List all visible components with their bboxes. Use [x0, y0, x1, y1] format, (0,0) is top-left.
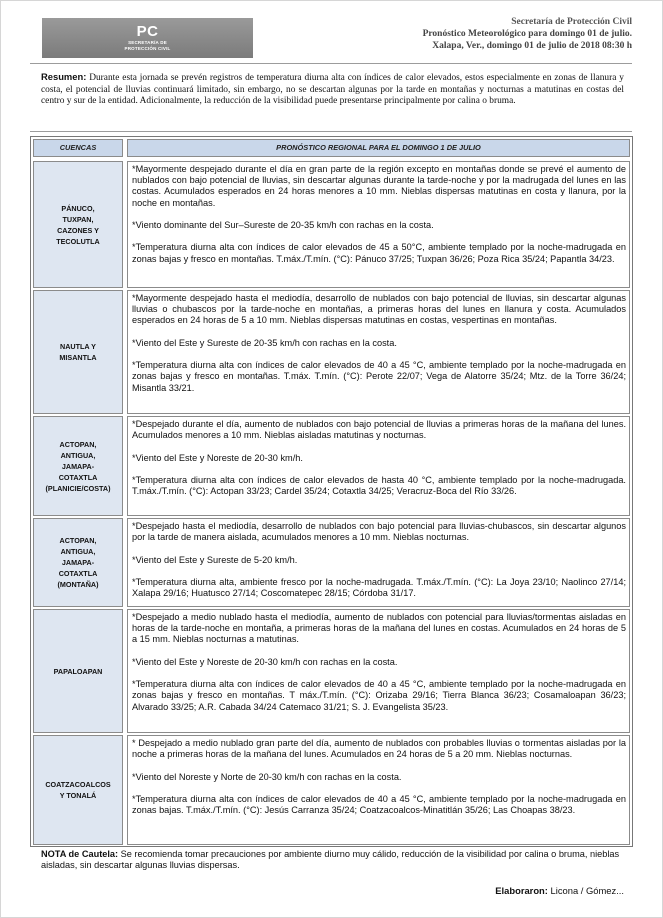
basin-cell — [33, 290, 123, 414]
forecast-sky: *Mayormente despejado durante el día en gran parte de la región excepto en montañas donde se prevé el aumento de nublados con bajo potencial de lluvias, sin descartar algunas durante la tarde-noche y por la madrugada del lunes en las costas. Acumulados esperados en 24 horas menores a 10 mm. Nieblas dispersas matutinas en costa y llanura, por la noche en montañas. — [132, 164, 626, 208]
forecast-temperature: *Temperatura diurna alta con índices de calor elevados de 45 a 50°C, ambiente templado por la noche-madrugada en zonas bajas y fresco en montañas. T.máx./T.mín. (°C): Pánuco 37/25; Tuxpan 36/26; Poza Rica 35/24; Papantla 34/23. — [132, 242, 626, 264]
organization-name: Secretaría de Protección Civil — [511, 17, 632, 27]
table-row — [33, 290, 630, 414]
summary-paragraph — [41, 71, 624, 108]
table-row — [33, 161, 630, 288]
basin-cell — [33, 735, 123, 845]
table-row — [33, 416, 630, 516]
logo-subtitle-2: PROTECCIÓN CIVIL — [124, 45, 171, 51]
summary-text: Durante esta jornada se prevén registros de temperatura diurna alta con índices de calor elevados, estos especialmente en zonas de llanura y costa, el potencial de lluvias continuará limitado, sin embargo, no se descartan algunas por la tarde en montañas y nocturnas a matutinas en costas del centro y sur de la entidad. Adicionalmente, la reducción de la visibilidad puede presentarse principalmente por calina o bruma. — [41, 73, 624, 107]
credits-names: Licona / Gómez... — [547, 885, 624, 896]
table-row — [33, 609, 630, 733]
forecast-cell — [127, 290, 630, 414]
table-header — [33, 139, 630, 157]
document-header — [423, 16, 632, 52]
basin-name: PAPALOAPAN — [53, 666, 103, 676]
forecast-cell — [127, 609, 630, 733]
forecast-sky: *Despejado a medio nublado hasta el mediodía, aumento de nublados con potencial para lluvias/tormentas aisladas en horas de la tarde-noche en montaña, a primeras horas de la mañana del lunes en costas. Acumulados en 24 horas de 5 a 15 mm. Nieblas nocturnas a matutinas. — [132, 612, 626, 645]
forecast-wind: *Viento dominante del Sur–Sureste de 20-35 km/h con rachas en la costa. — [132, 220, 434, 230]
basin-cell — [33, 518, 123, 607]
forecast-wind: *Viento del Noreste y Norte de 20-30 km/h con rachas en la costa. — [132, 771, 402, 782]
caution-text: Se recomienda tomar precauciones por ambiente diurno muy cálido, reducción de la visibilidad por calina o bruma, nieblas aisladas, sin descartar algunas lluvias dispersas. — [41, 849, 620, 871]
forecast-wind: *Viento del Este y Sureste de 20-35 km/h con rachas en la costa. — [132, 337, 397, 348]
basin-cell — [33, 161, 123, 288]
forecast-cell — [127, 735, 630, 845]
forecast-cell — [127, 416, 630, 516]
forecast-sky: *Despejado hasta el mediodía, desarrollo de nublados con bajo potencial para lluvias-chubascos, sin descartar algunos por la tarde de manera aislada, acumulados menores a 10 mm. Nieblas nocturnas. — [132, 521, 626, 543]
basin-name: PÁNUCO, TUXPAN, CAZONES Y TECOLUTLA — [56, 203, 100, 246]
forecast-sky: * Despejado a medio nublado gran parte del día, aumento de nublados con probables lluvias o tormentas aisladas por la noche a primeras horas de la mañana del lunes. Acumulados en 24 horas de 5 a 20 mm. Nieblas nocturnas. — [132, 738, 626, 760]
table-row — [33, 735, 630, 845]
forecast-temperature: *Temperatura diurna alta con índices de calor elevados de 40 a 45 °C, ambiente templado por la noche-madrugada en zonas bajas y fresco en montañas. T máx./T.mín. (°C): Orizaba 29/16; Tierra Blanca 36/23; Cosamaloapan 36/23; Alvarado 33/25; A.R. Cabada 34/24 Catemaco 31/21; S. J. Evangelista 35/23. — [132, 679, 626, 712]
forecast-sky: *Despejado durante el día, aumento de nublados con bajo potencial de lluvias a primeras horas de la mañana del lunes. Acumulados menores a 10 mm. Nieblas aisladas matutinas y nocturnas. — [132, 419, 626, 441]
basin-name: ACTOPAN, ANTIGUA, JAMAPA- COTAXTLA (MONTAÑA) — [57, 536, 99, 589]
forecast-temperature: *Temperatura diurna alta con índices de calor elevados de hasta 40 °C, ambiente templado por la noche-madrugada. T.máx./T.mín. (°C): Actopan 33/23; Cardel 35/24; Cotaxtla 34/25; Veracruz-Boca del Río 33/26. — [132, 474, 626, 497]
header-divider — [30, 63, 632, 64]
basin-cell — [33, 416, 123, 516]
logo-text: PC — [136, 23, 159, 40]
forecast-cell — [127, 161, 630, 288]
credits — [495, 885, 624, 896]
caution-note — [41, 849, 624, 872]
forecast-temperature: *Temperatura diurna alta con índices de calor elevados de 40 a 45 °C, ambiente templado por la noche-madrugada en zonas bajas. T.máx./T.mín. (°C): Jesús Carranza 35/24; Coatzacoalcos-Minatitlán 35/26; Las Choapas 38/23. — [132, 793, 626, 816]
forecast-sky: *Mayormente despejado hasta el mediodía, desarrollo de nublados con bajo potencial de lluvias, sin descartar algunas lluvias o chubascos por la tarde-noche en montañas, a primeras horas del lunes en llanura y costa. Acumulados esperados en 24 horas de 5 a 10 mm. Nieblas dispersas matutinas en costas, vespertinas en montañas. — [132, 293, 626, 326]
logo-subtitle-1: SECRETARÍA DE — [128, 40, 167, 45]
summary-divider — [30, 131, 632, 132]
forecast-table — [30, 136, 633, 847]
forecast-wind: *Viento del Este y Sureste de 5-20 km/h. — [132, 554, 298, 565]
forecast-temperature: *Temperatura diurna alta con índices de calor elevados de 40 a 45 °C, ambiente templado por la noche-madrugada en zonas bajas y fresco en montañas. T.máx. T.mín. (°C): Perote 22/07; Vega de Alatorre 35/24; Mtz. de la Torre 36/24; Misantla 33/21. — [132, 360, 626, 393]
document-date: Xalapa, Ver., domingo 01 de julio de 2018 08:30 h — [432, 41, 632, 51]
forecast-wind: *Viento del Este y Noreste de 20-30 km/h. — [132, 452, 303, 463]
basin-name: NAUTLA Y MISANTLA — [59, 342, 97, 362]
basin-cell — [33, 609, 123, 733]
column-header-forecast: PRONÓSTICO REGIONAL PARA EL DOMINGO 1 DE JULIO — [127, 139, 630, 157]
caution-label: NOTA de Cautela: — [41, 849, 119, 859]
table-row — [33, 518, 630, 607]
credits-label: Elaboraron: — [495, 885, 548, 896]
pc-logo — [42, 18, 253, 58]
basin-name: ACTOPAN, ANTIGUA, JAMAPA- COTAXTLA (PLANICIE/COSTA) — [45, 439, 111, 493]
column-header-basins: CUENCAS — [33, 139, 123, 157]
document-title: Pronóstico Meteorológico para domingo 01 de julio. — [422, 29, 632, 39]
summary-label: Resumen: — [41, 71, 87, 82]
forecast-cell — [127, 518, 630, 607]
forecast-wind: *Viento del Este y Noreste de 20-30 km/h con rachas en la costa. — [132, 656, 398, 667]
basin-name: COATZACOALCOS Y TONALÁ — [45, 780, 111, 800]
forecast-temperature: *Temperatura diurna alta, ambiente fresco por la noche-madrugada. T.máx./T.mín. (°C): La Joya 23/10; Naolinco 27/14; Xalapa 29/16; Huatusco 27/14; Coscomatepec 28/15; Córdoba 31/17. — [132, 576, 626, 599]
